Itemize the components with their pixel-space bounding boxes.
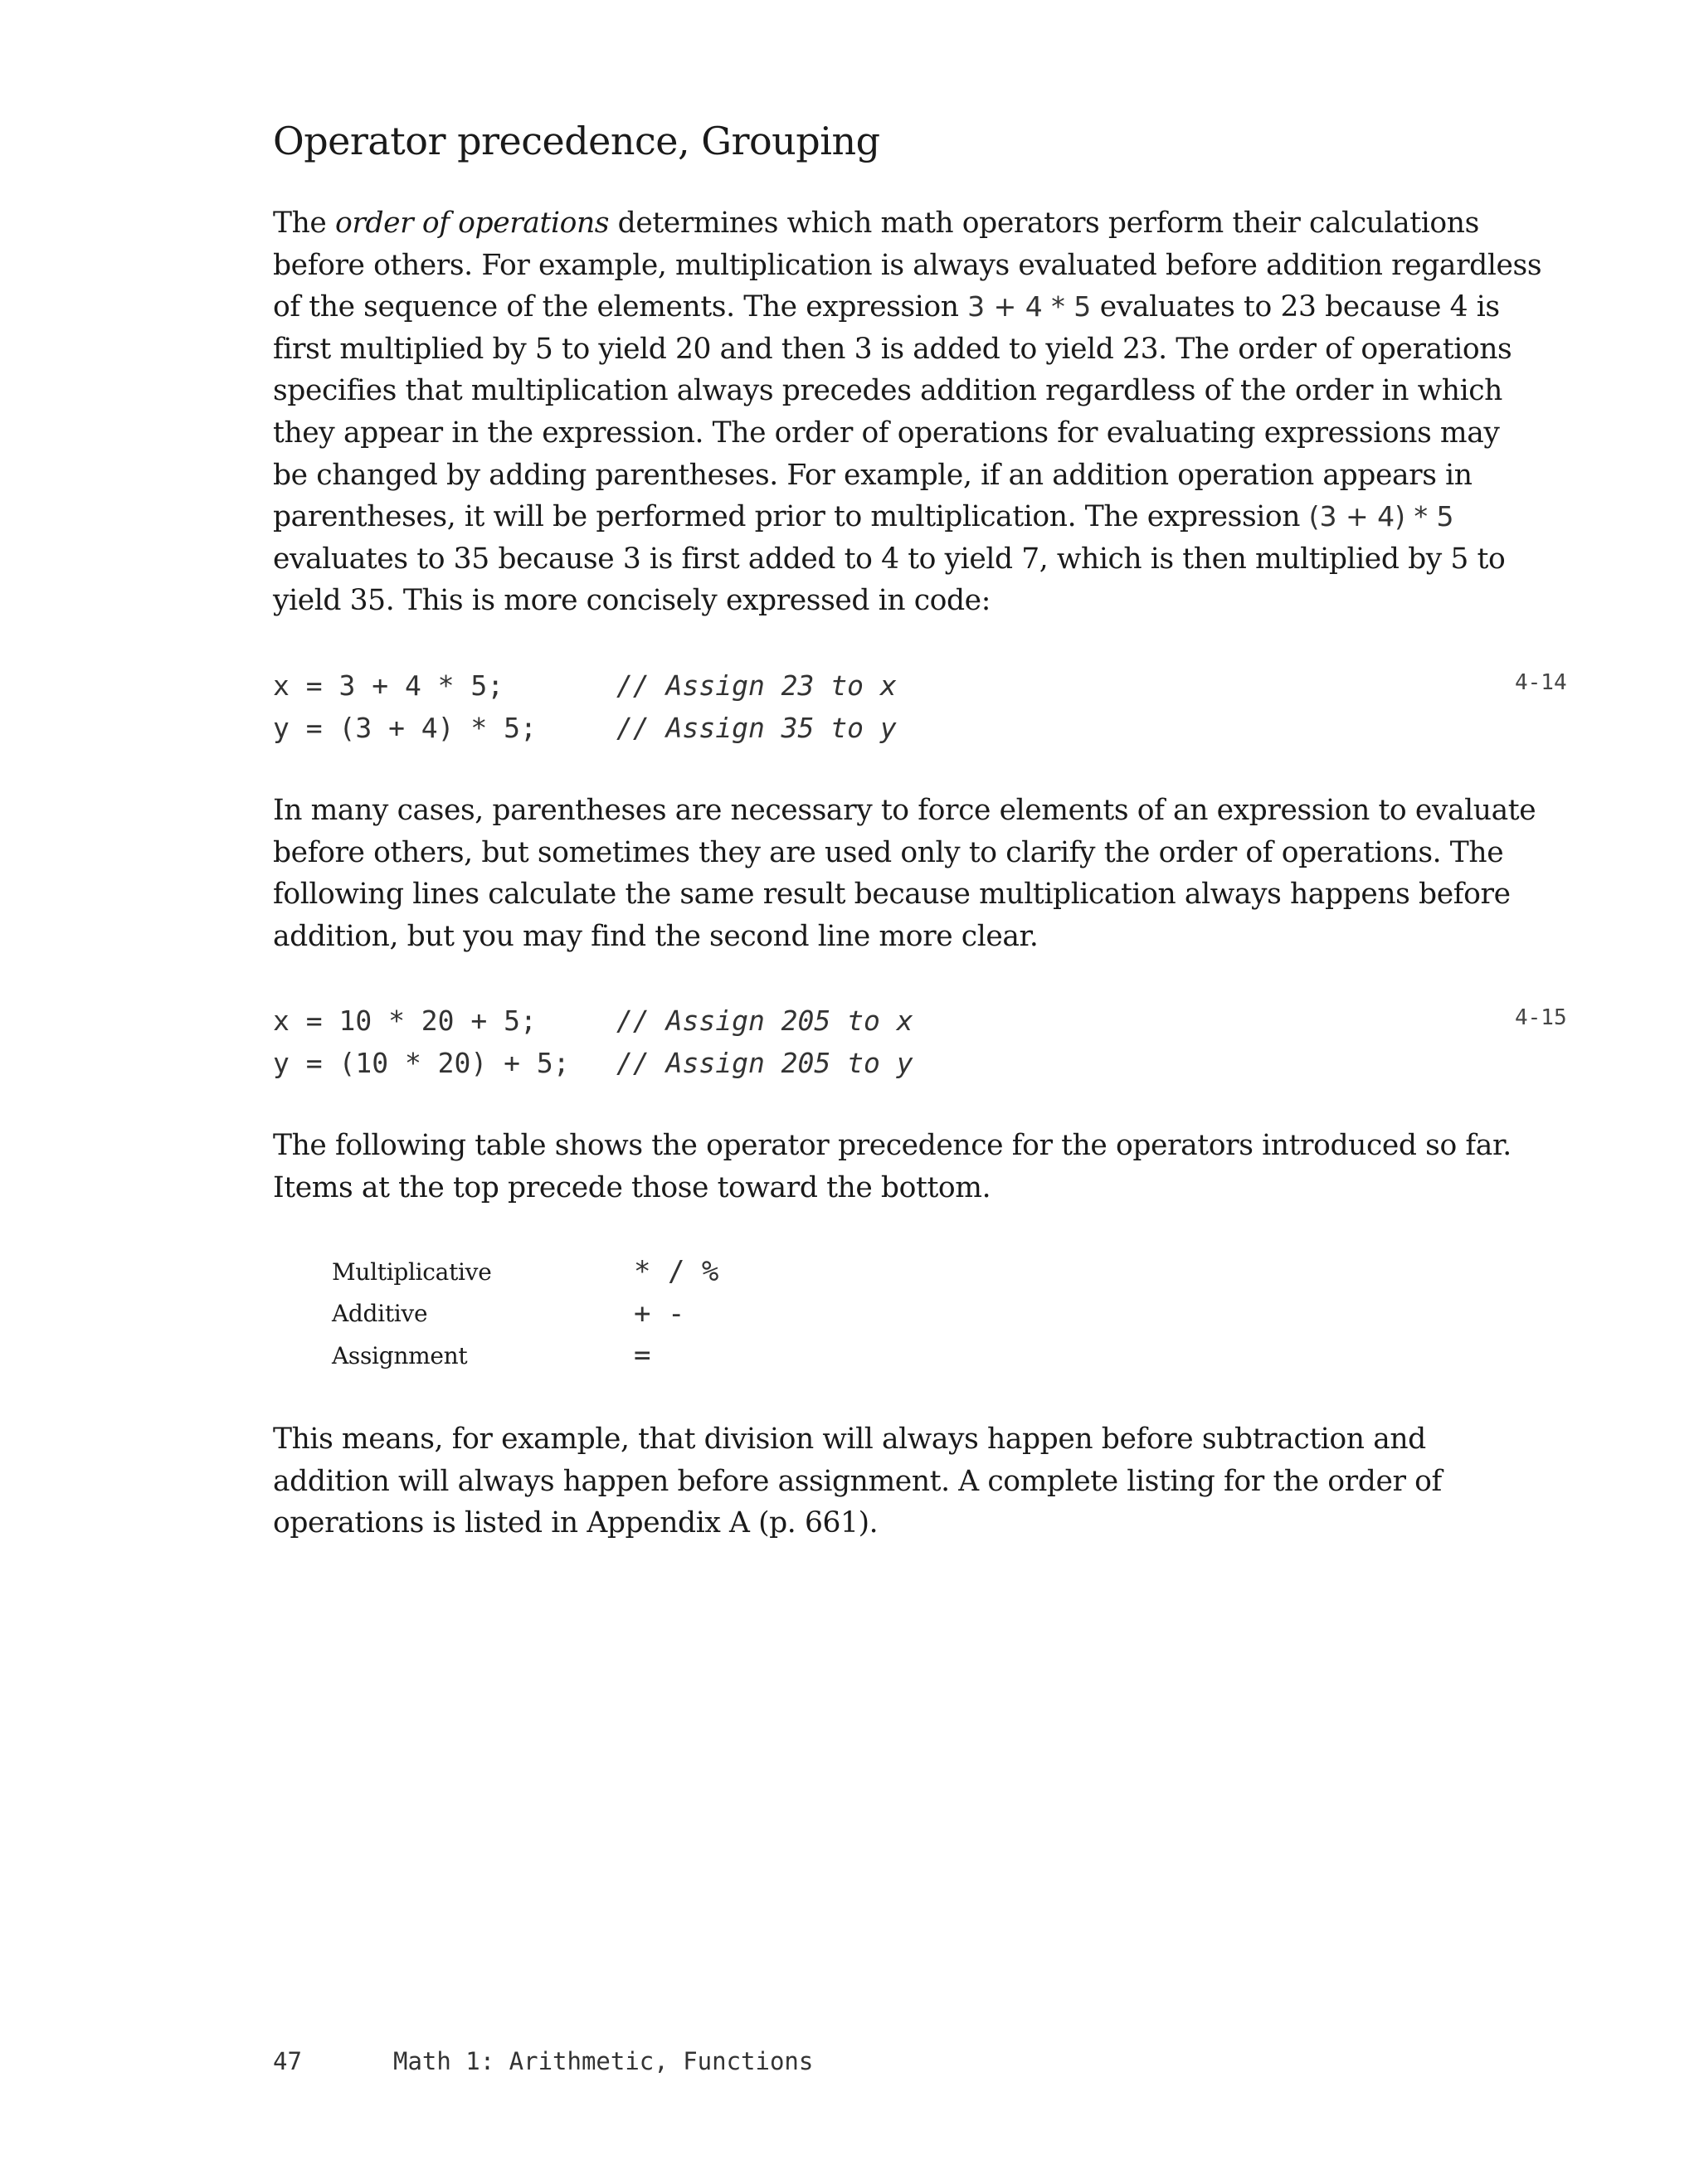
operator-precedence-table: [332, 1251, 718, 1377]
precedence-operators: =: [634, 1339, 651, 1373]
text-line: they appear in the expression. The order of operations for evaluating expressions may: [273, 416, 1500, 450]
text-line: specifies that multiplication always precedes addition regardless of the order in which: [273, 374, 1503, 408]
paragraph-parentheses: [273, 790, 1536, 957]
text-line: Items at the top precede those toward the bottom.: [273, 1170, 991, 1204]
text-line: following lines calculate the same result because multiplication always happens before: [273, 878, 1511, 912]
text-line: before others. For example, multiplication is always evaluated before addition regardless: [273, 248, 1542, 282]
text-line: evaluates to 35 because 3 is first added to 4 to yield 7, which is then multiplied by 5 to: [273, 542, 1506, 576]
precedence-operators: * / %: [634, 1255, 719, 1289]
code-line: [273, 1000, 913, 1043]
text-line: first multiplied by 5 to yield 20 and then 3 is added to yield 23. The order of operations: [273, 332, 1512, 366]
code-line: [273, 665, 897, 708]
text-line: addition will always happen before assignment. A complete listing for the order of: [273, 1464, 1442, 1498]
chapter-title: Math 1: Arithmetic, Functions: [393, 2047, 814, 2075]
code-comment: // Assign 35 to y: [616, 711, 897, 744]
text-line: yield 35. This is more concisely expressed in code:: [273, 584, 991, 618]
text-line: This means, for example, that division will always happen before subtraction and: [273, 1423, 1426, 1456]
section-heading: Operator precedence, Grouping: [273, 119, 880, 163]
text-line: parentheses, it will be performed prior to multiplication. The expression (3 + 4) * 5: [273, 500, 1454, 534]
precedence-category: Assignment: [332, 1341, 468, 1369]
code-block-4-14: [273, 665, 897, 749]
code-example-number: 4-14: [1515, 670, 1567, 695]
inline-expression: 3 + 4 * 5: [967, 290, 1092, 323]
text-line: The following table shows the operator precedence for the operators introduced so far.: [273, 1129, 1512, 1162]
code-statement: x = 3 + 4 * 5;: [273, 669, 504, 702]
page-number: 47: [273, 2047, 302, 2075]
code-line: [273, 708, 897, 750]
table-row: [332, 1293, 718, 1335]
text-line: of the sequence of the elements. The expression 3 + 4 * 5 evaluates to 23 because 4 is: [273, 290, 1500, 324]
precedence-category: Multiplicative: [332, 1257, 492, 1286]
code-statement: y = (10 * 20) + 5;: [273, 1046, 570, 1079]
text-line: operations is listed in Appendix A (p. 661).: [273, 1506, 879, 1540]
code-statement: x = 10 * 20 + 5;: [273, 1004, 537, 1037]
text-line: The order of operations determines which math operators perform their calculations: [273, 207, 1479, 240]
inline-expression: (3 + 4) * 5: [1308, 500, 1454, 533]
code-comment: // Assign 205 to y: [616, 1046, 913, 1079]
code-line: [273, 1043, 913, 1085]
code-block-4-15: [273, 1000, 913, 1084]
text-line: before others, but sometimes they are used only to clarify the order of operations. The: [273, 835, 1504, 869]
paragraph-order-of-operations: [273, 202, 1542, 622]
code-example-number: 4-15: [1515, 1005, 1567, 1030]
precedence-category: Additive: [332, 1300, 428, 1328]
table-row: [332, 1335, 718, 1377]
text-line: In many cases, parentheses are necessary to force elements of an expression to evaluate: [273, 794, 1536, 827]
precedence-operators: + -: [634, 1296, 685, 1330]
text-line: be changed by adding parentheses. For example, if an addition operation appears in: [273, 458, 1473, 492]
code-statement: y = (3 + 4) * 5;: [273, 711, 537, 744]
paragraph-table-intro: [273, 1125, 1512, 1209]
text-line: addition, but you may find the second line more clear.: [273, 919, 1039, 953]
table-row: [332, 1251, 718, 1293]
code-comment: // Assign 23 to x: [616, 669, 897, 702]
code-comment: // Assign 205 to x: [616, 1004, 913, 1037]
emphasis-term: order of operations: [335, 207, 610, 240]
paragraph-conclusion: [273, 1418, 1492, 1544]
